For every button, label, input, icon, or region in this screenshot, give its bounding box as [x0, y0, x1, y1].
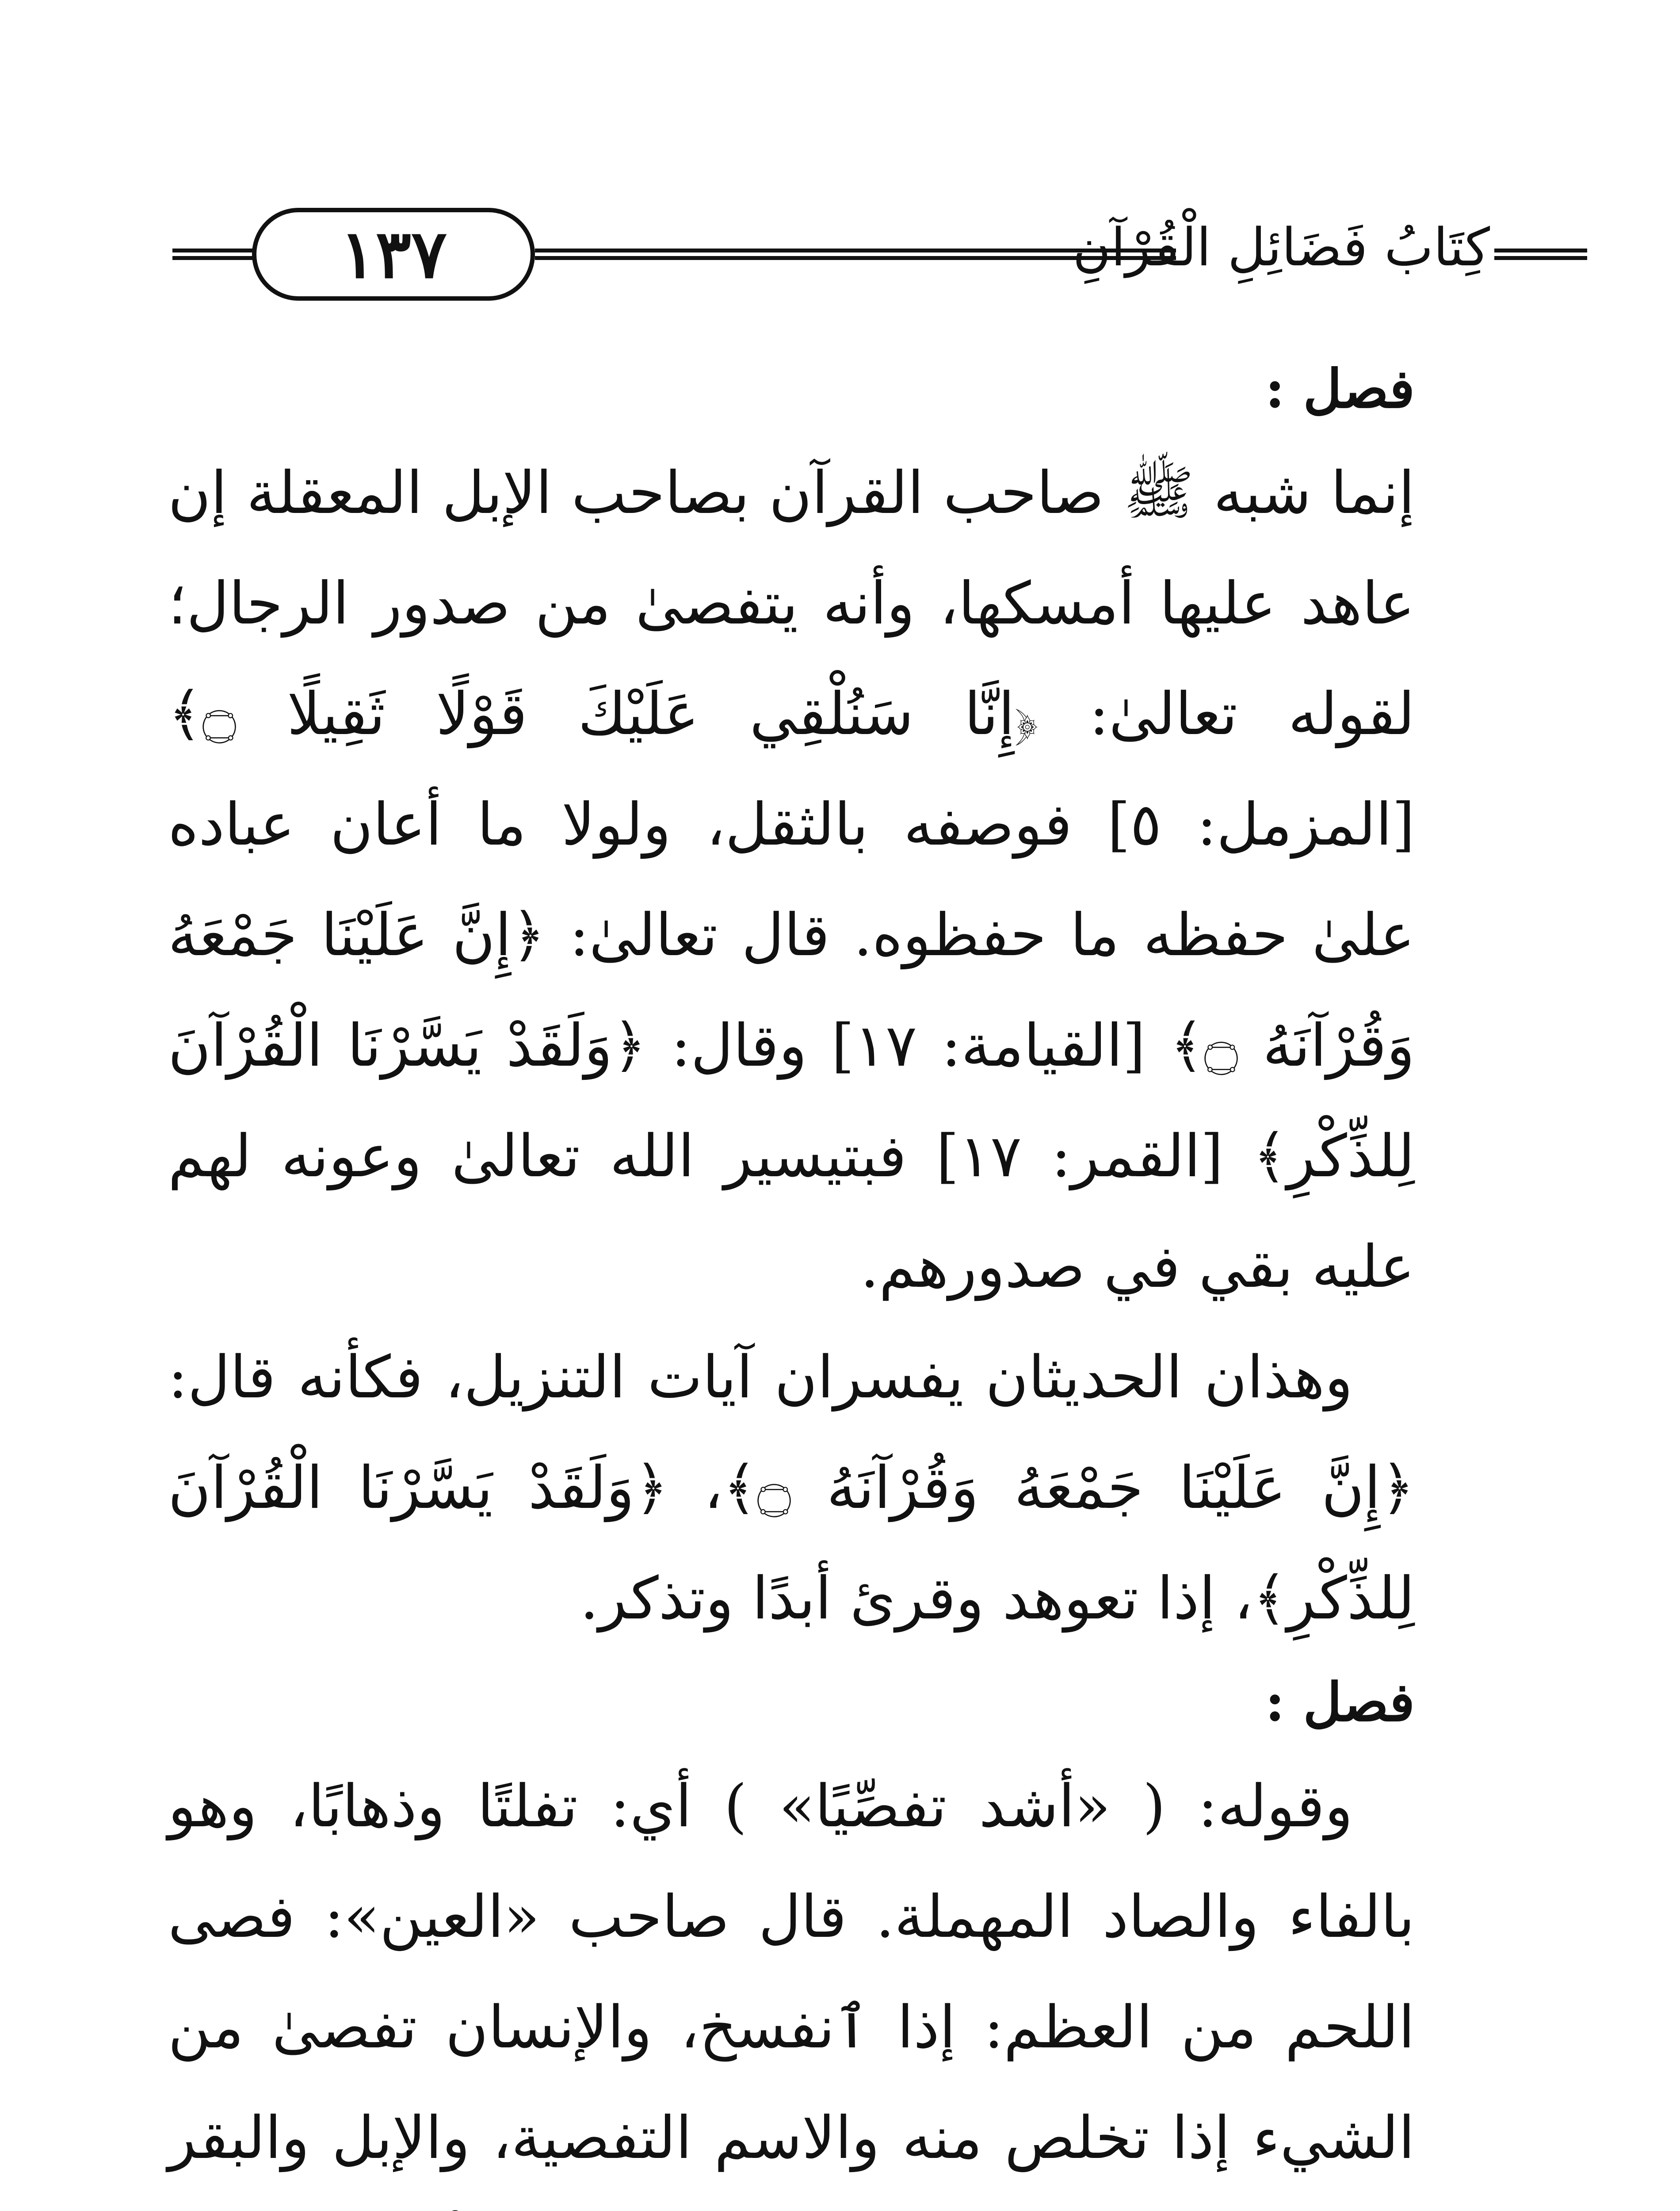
header-rule-left [172, 249, 261, 260]
section-heading: فصل : [1265, 358, 1415, 420]
running-title: كِتَابُ فَضَائِلِ الْقُرْآنِ [1073, 217, 1490, 278]
main-text [168, 340, 1415, 2211]
paragraph-with-footnote [168, 1751, 1415, 2211]
section-1 [168, 340, 1415, 1654]
page-number-badge [252, 208, 535, 301]
paragraph-text: وقوله: ( «أشد تفصِّيًا» ) أي: تفلتًا وذهابًا، وهو بالفاء والصاد المهملة. قال صاحب «العين»: فصى اللحم من العظم: إذا ٱنفسخ، والإنسان تفصىٰ من الشيء إذا تخلص منه والاسم التفصية، والإبل والبقر [168, 1772, 1415, 2172]
paragraph: إنما شبه ﷺ صاحب القرآن بصاحب الإبل المعقلة إن عاهد عليها أمسكها، وأنه يتفصىٰ من صدور الرجال؛ لقوله تعالىٰ: ﴿إِنَّا سَنُلْقِي عَلَيْكَ قَوْلًا ثَقِيلًا ۝﴾ [المزمل: ٥] فوصفه بالثقل، ولولا ما أعان عباده علىٰ حفظه ما حفظوه. قال تعالىٰ: ﴿إِنَّ عَلَيْنَا جَمْعَهُ وَقُرْآنَهُ ۝﴾ [القيامة: ١٧] وقال: ﴿وَلَقَدْ يَسَّرْنَا الْقُرْآنَ لِلذِّكْرِ﴾ [القمر: ١٧] فبتيسير الله تعالىٰ وعونه لهم عليه بقي في صدورهم. [168, 459, 1415, 1301]
header-rule-right [1494, 249, 1587, 260]
section-heading: فصل : [1265, 1671, 1415, 1733]
page-number: ١٣٧ [340, 215, 447, 293]
page-header [172, 208, 1490, 310]
section-2 [168, 1654, 1415, 2211]
paragraph: وهذان الحديثان يفسران آيات التنزيل، فكأنه قال: ﴿إِنَّ عَلَيْنَا جَمْعَهُ وَقُرْآنَهُ ۝﴾، ﴿وَلَقَدْ يَسَّرْنَا الْقُرْآنَ لِلذِّكْرِ﴾، إذا تعوهد وقرئ أبدًا وتذكر. [168, 1343, 1415, 1633]
